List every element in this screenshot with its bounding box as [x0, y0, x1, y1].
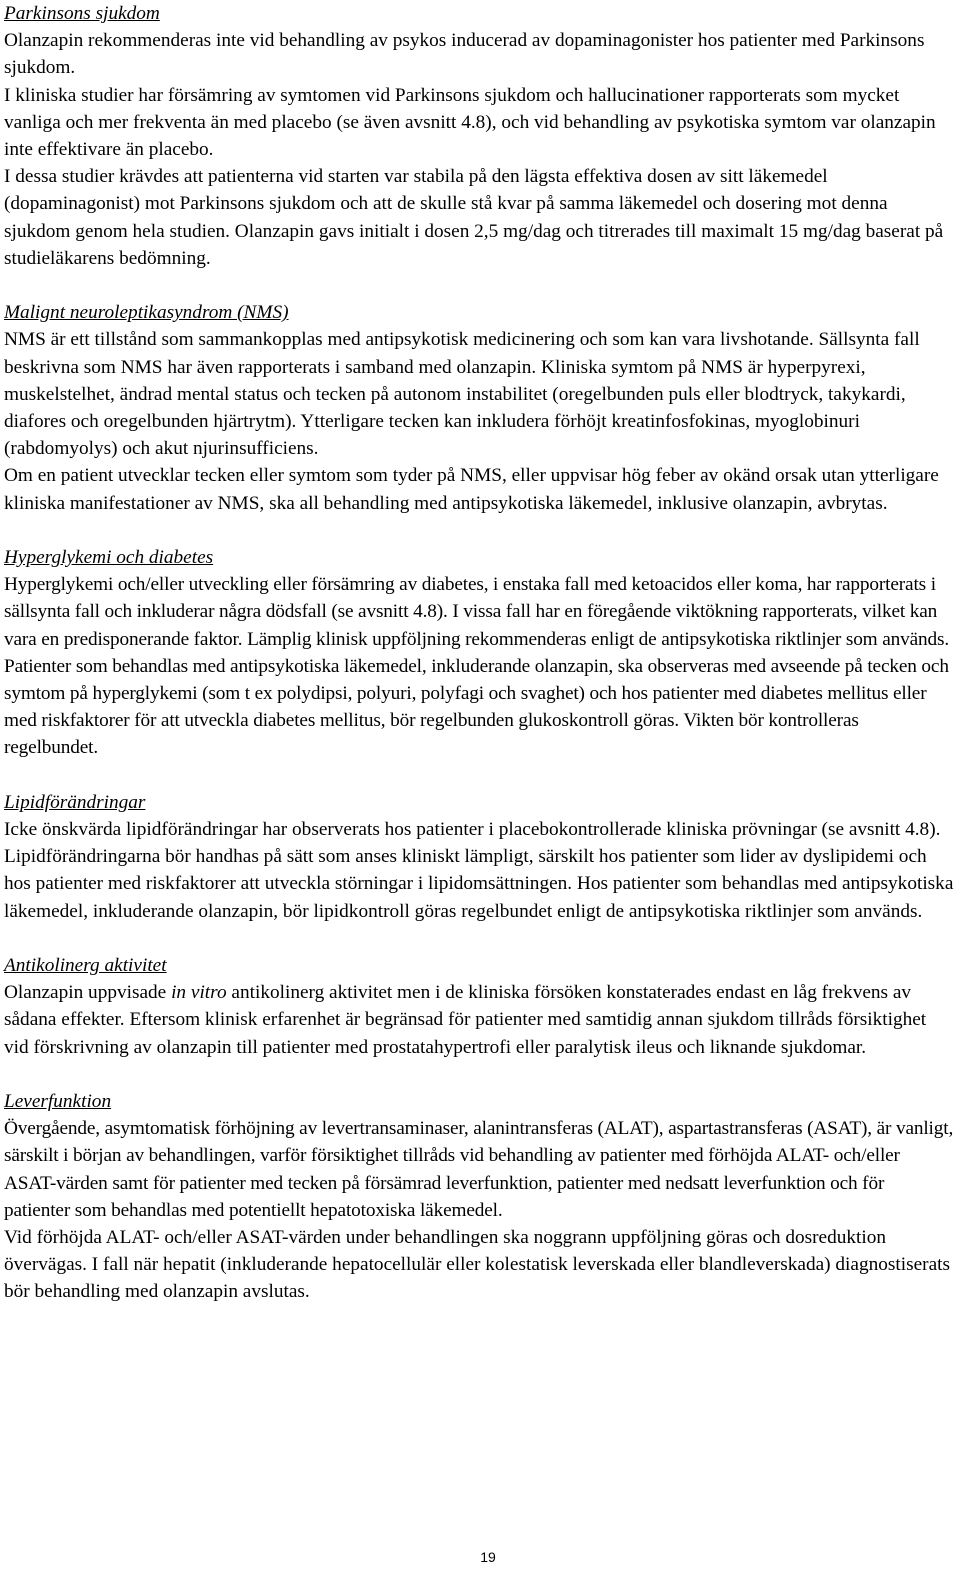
- section-heading: Hyperglykemi och diabetes: [4, 547, 214, 569]
- section-parkinsons: [4, 0, 954, 272]
- paragraph: Icke önskvärda lipidförändringar har observerats hos patienter i placebokontrollerade kliniska prövningar (se avsnitt 4.8). Lipidförändringarna bör handhas på sätt som anses kliniskt lämpligt, särskilt hos patienter som lider av dyslipidemi och hos patienter med riskfaktorer att utveckla störningar i lipidomsättningen. Hos patienter som behandlas med antipsykotiska läkemedel, inkluderande olanzapin, bör lipidkontroll göras regelbundet enligt de antipsykotiska riktlinjer som används.: [4, 819, 954, 922]
- section-heading: Lipidförändringar: [4, 791, 146, 813]
- section-lever: [4, 1088, 954, 1306]
- section-lipid: [4, 789, 954, 925]
- paragraph: Olanzapin rekommenderas inte vid behandling av psykos inducerad av dopaminagonister hos patienter med Parkinsons sjukdom.: [4, 30, 925, 79]
- section-heading: Parkinsons sjukdom: [4, 3, 160, 24]
- paragraph: I kliniska studier har försämring av symtomen vid Parkinsons sjukdom och hallucinationer rapporterats som mycket vanliga och mer frekventa än med placebo (se även avsnitt 4.8), och vid behandling av psykotiska symtom var olanzapin inte effektivare än placebo.: [4, 84, 936, 161]
- section-nms: [4, 299, 954, 517]
- paragraph: Hyperglykemi och/eller utveckling eller försämring av diabetes, i enstaka fall med ketoacidos eller koma, har rapporterats i sällsynta fall och inkluderar några dödsfall (se avsnitt 4.8). I vissa fall har en föregående viktökning rapporterats, vilket kan vara en predisponerande faktor. Lämplig klinisk uppföljning rekommenderas enligt de antipsykotiska riktlinjer som används. Patienter som behandlas med antipsykotiska läkemedel, inkluderande olanzapin, ska observeras med avseende på tecken och symtom på hyperglykemi (som t ex polydipsi, polyuri, polyfagi och svaghet) och hos patienter med diabetes mellitus eller med riskfaktorer för att utveckla diabetes mellitus, bör regelbunden glukoskontroll göras. Vikten bör kontrolleras regelbundet.: [4, 574, 950, 759]
- section-heading: Malignt neuroleptikasyndrom (NMS): [4, 302, 289, 324]
- paragraph: Övergående, asymtomatisk förhöjning av levertransaminaser, alanintransferas (ALAT), aspartastransferas (ASAT), är vanligt, särskilt i början av behandlingen, varför försiktighet tillråds vid behandling av patienter med förhöjda ALAT- och/eller ASAT-värden samt för patienter med tecken på försämrad leverfunktion, patienter med nedsatt leverfunktion och för patienter som behandlas med potentiellt hepatotoxiska läkemedel.: [4, 1118, 954, 1221]
- page-number: 19: [480, 1549, 496, 1565]
- paragraph: [4, 979, 954, 1061]
- paragraph: I dessa studier krävdes att patienterna vid starten var stabila på den lägsta effektiva dosen av sitt läkemedel (dopaminagonist) mot Parkinsons sjukdom och att de skulle stå kvar på samma läkemedel och dosering mot denna sjukdom genom hela studien. Olanzapin gavs initialt i dosen 2,5 mg/dag och titrerades till maximalt 15 mg/dag baserat på studieläkarens bedömning.: [4, 166, 944, 269]
- text-run: antikolinerg aktivitet men i de kliniska försöken konstaterades endast en låg frekvens av sådana effekter. Eftersom klinisk erfarenhet är begränsad för patienter med samtidig annan sjukdom tillråds försiktighet vid förskrivning av olanzapin till patienter med prostatahypertrofi eller paralytisk ileus och liknande sjukdomar.: [4, 982, 927, 1058]
- section-heading: Leverfunktion: [4, 1091, 112, 1113]
- text-run: Olanzapin uppvisade: [4, 982, 172, 1004]
- paragraph: Om en patient utvecklar tecken eller symtom som tyder på NMS, eller uppvisar hög feber av okänd orsak utan ytterligare kliniska manifestationer av NMS, ska all behandling med antipsykotiska läkemedel, inklusive olanzapin, avbrytas.: [4, 465, 939, 514]
- paragraph: Vid förhöjda ALAT- och/eller ASAT-värden under behandlingen ska noggrann uppföljning göras och dosreduktion övervägas. I fall när hepatit (inkluderande hepatocellulär eller kolestatisk leverskada eller blandleverskada) diagnostiserats bör behandling med olanzapin avslutas.: [4, 1227, 950, 1303]
- italic-term: in vitro: [171, 982, 227, 1004]
- section-hyperglykemi: [4, 544, 954, 762]
- document-page: [4, 0, 954, 1306]
- section-antikolinerg: [4, 952, 954, 1061]
- section-heading: Antikolinerg aktivitet: [4, 955, 167, 977]
- paragraph: NMS är ett tillstånd som sammankopplas med antipsykotisk medicinering och som kan vara livshotande. Sällsynta fall beskrivna som NMS har även rapporterats i samband med olanzapin. Kliniska symtom på NMS är hyperpyrexi, muskelstelhet, ändrad mental status och tecken på autonom instabilitet (oregelbunden puls eller blodtryck, takykardi, diafores och oregelbunden hjärtrytm). Ytterligare tecken kan inkludera förhöjt kreatinfosfokinas, myoglobinuri (rabdomyolys) och akut njurinsufficiens.: [4, 329, 920, 460]
